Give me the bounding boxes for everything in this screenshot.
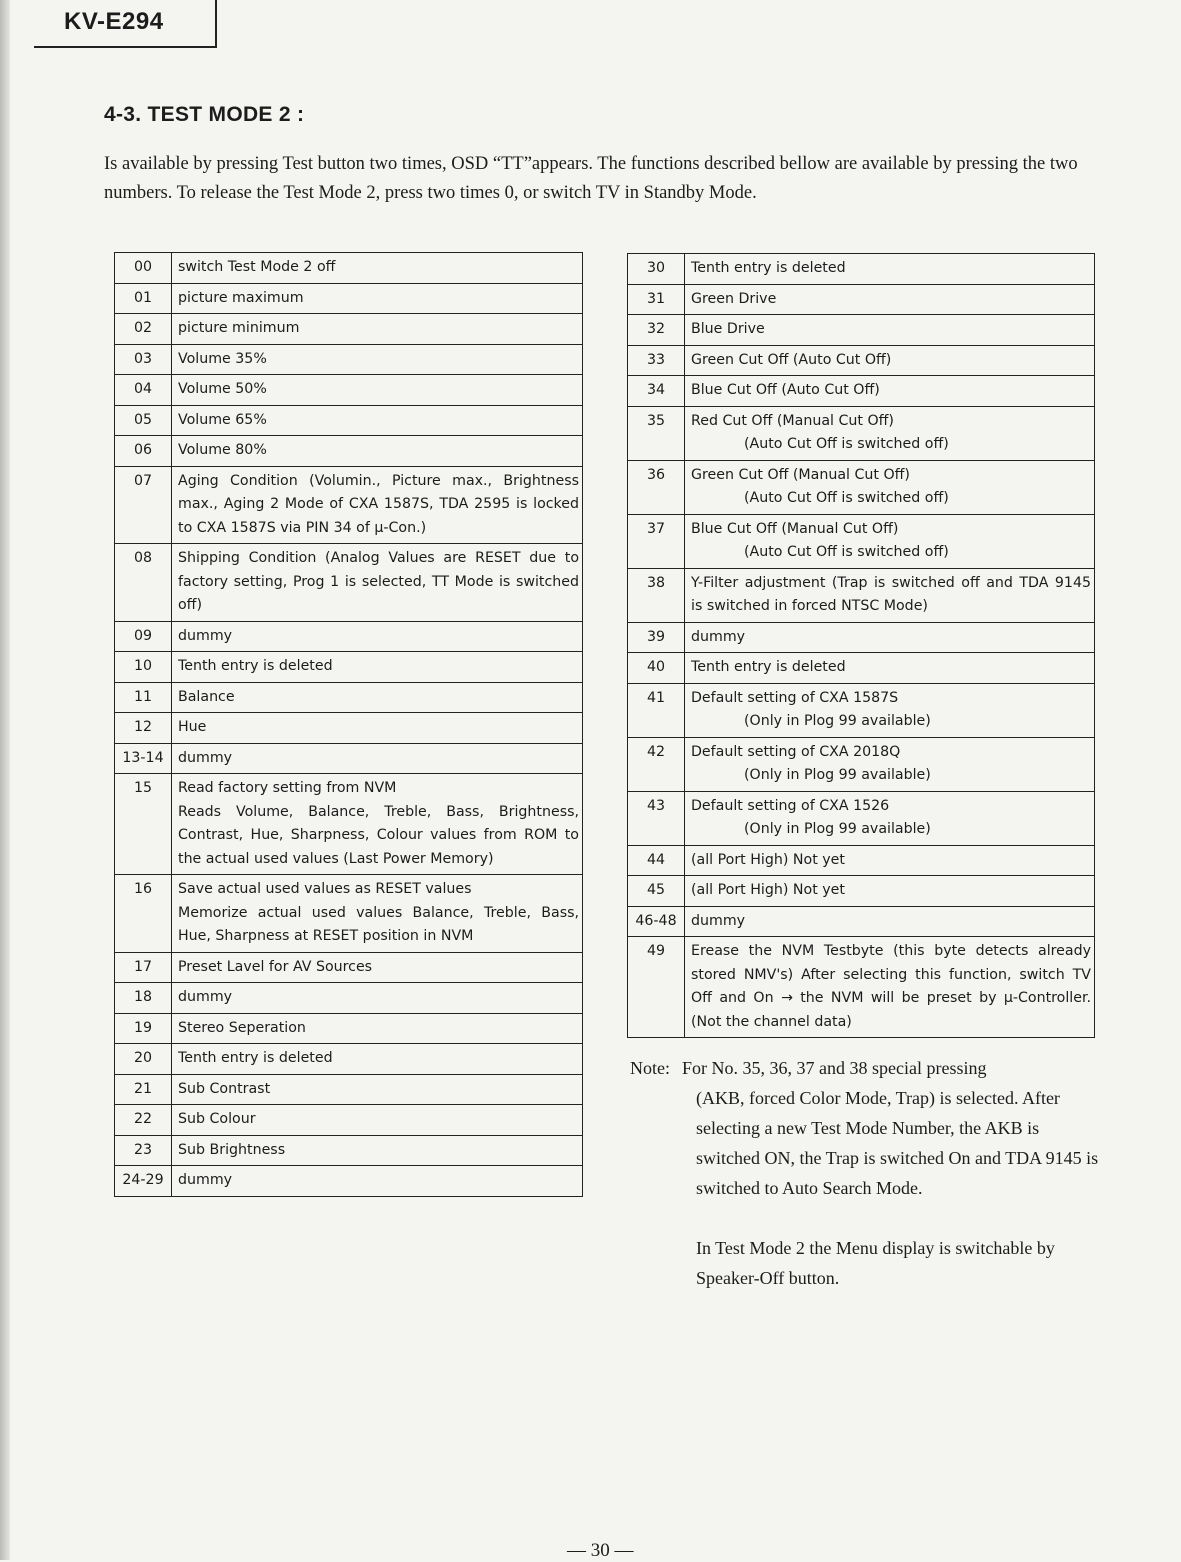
mode-number: 22 [115, 1105, 172, 1136]
mode-description [685, 622, 1095, 653]
description-line: Blue Drive [691, 321, 765, 337]
table-row [628, 622, 1095, 653]
mode-description [685, 653, 1095, 684]
description-line: dummy [691, 628, 746, 645]
mode-description [685, 937, 1095, 1038]
mode-description [172, 652, 583, 683]
mode-description [172, 983, 583, 1014]
mode-number: 20 [115, 1044, 172, 1075]
table-row [628, 284, 1095, 315]
table-row [115, 253, 583, 284]
description-line: Volume 80% [178, 442, 267, 458]
table-row [628, 345, 1095, 376]
table-row [628, 845, 1095, 876]
description-line: Sub Contrast [178, 1080, 271, 1097]
mode-description [685, 876, 1095, 907]
mode-description [172, 774, 583, 875]
description-line: Volume 50% [178, 381, 267, 397]
intro-paragraph: Is available by pressing Test button two times, OSD “TT”appears. The functions described bellow are available by pressing the two numbers. To release the Test Mode 2, press two times 0, or switch TV in Standby Mode. [104, 154, 1078, 203]
mode-number: 46-48 [628, 906, 685, 937]
mode-number: 03 [115, 344, 172, 375]
table-row [115, 344, 583, 375]
mode-number: 00 [115, 253, 172, 284]
description-line: Erease the NVM Testbyte (this byte detects already stored NMV's) After selecting this function, switch TV Off and On → the NVM will be preset by µ-Controller. (Not the channel data) [691, 943, 1091, 1030]
description-line: Blue Cut Off (Auto Cut Off) [691, 382, 880, 398]
table-row [628, 937, 1095, 1038]
description-line: dummy [178, 749, 233, 766]
description-subnote: (Only in Plog 99 available) [744, 767, 931, 783]
description-line: picture maximum [178, 289, 304, 306]
mode-description [172, 375, 583, 406]
table-row [628, 315, 1095, 346]
mode-description [172, 621, 583, 652]
description-line: dummy [691, 912, 746, 929]
mode-description [685, 376, 1095, 407]
description-line: Default setting of CXA 1587S [691, 689, 899, 706]
mode-number: 21 [115, 1074, 172, 1105]
mode-number: 02 [115, 314, 172, 345]
section-heading: 4-3. TEST MODE 2 : [104, 103, 305, 126]
mode-number: 31 [628, 284, 685, 315]
mode-description [172, 1013, 583, 1044]
table-row [115, 1074, 583, 1105]
mode-description [172, 1166, 583, 1197]
mode-number: 05 [115, 405, 172, 436]
mode-description [172, 743, 583, 774]
mode-description [685, 284, 1095, 315]
table-row [115, 1135, 583, 1166]
description-line: Blue Cut Off (Manual Cut Off) [691, 520, 899, 537]
mode-number: 18 [115, 983, 172, 1014]
mode-description [172, 713, 583, 744]
mode-number: 37 [628, 514, 685, 568]
description-line: switch Test Mode 2 off [178, 259, 336, 275]
mode-description [172, 344, 583, 375]
description-line: Tenth entry is deleted [691, 260, 846, 276]
mode-description [172, 405, 583, 436]
table-row [115, 1044, 583, 1075]
mode-description [685, 906, 1095, 937]
table-row [628, 460, 1095, 514]
mode-description [172, 283, 583, 314]
note-paragraph-1-first-line: For No. 35, 36, 37 and 38 special pressing [682, 1058, 987, 1078]
test-mode-table-left [114, 252, 583, 1197]
mode-description [172, 544, 583, 622]
mode-number: 10 [115, 652, 172, 683]
test-mode-table-right [627, 253, 1095, 1038]
table-row [115, 682, 583, 713]
description-line: Tenth entry is deleted [178, 658, 333, 674]
description-line: Stereo Seperation [178, 1019, 306, 1036]
mode-number: 23 [115, 1135, 172, 1166]
description-subnote: (Only in Plog 99 available) [744, 821, 931, 837]
description-line: Balance [178, 688, 235, 705]
model-label: KV-E294 [34, 0, 217, 48]
table-row [115, 652, 583, 683]
description-line: Shipping Condition (Analog Values are RESET due to factory setting, Prog 1 is selected, TT Mode is switched off) [178, 550, 579, 613]
mode-description [172, 1074, 583, 1105]
mode-description [685, 568, 1095, 622]
mode-description [172, 253, 583, 284]
mode-description [685, 737, 1095, 791]
note-label: Note: [630, 1058, 670, 1078]
mode-description [685, 406, 1095, 460]
mode-number: 32 [628, 315, 685, 346]
mode-number: 45 [628, 876, 685, 907]
mode-number: 16 [115, 875, 172, 953]
description-line: (all Port High) Not yet [691, 882, 845, 898]
mode-description [685, 345, 1095, 376]
description-line: Aging Condition (Volumin., Picture max., Brightness max., Aging 2 Mode of CXA 1587S, TDA 2595 is locked to CXA 1587S via PIN 34 of µ-Con.) [178, 472, 579, 536]
table-row [115, 1013, 583, 1044]
table-row [628, 737, 1095, 791]
note-paragraph-1-rest: (AKB, forced Color Mode, Trap) is selected. After selecting a new Test Mode Number, the AKB is switched ON, the Trap is switched On and TDA 9145 is switched to Auto Search Mode. [696, 1088, 1099, 1198]
mode-number: 07 [115, 466, 172, 544]
table-row [115, 1105, 583, 1136]
mode-description [172, 875, 583, 953]
mode-description [685, 791, 1095, 845]
description-line: Preset Lavel for AV Sources [178, 958, 373, 975]
mode-description [685, 460, 1095, 514]
note-paragraph-2: In Test Mode 2 the Menu display is switchable by Speaker-Off button. [696, 1238, 1055, 1288]
mode-number: 41 [628, 683, 685, 737]
table-row [115, 952, 583, 983]
description-subnote: (Auto Cut Off is switched off) [744, 490, 949, 506]
mode-number: 44 [628, 845, 685, 876]
mode-number: 43 [628, 791, 685, 845]
table-row [115, 405, 583, 436]
table-row [628, 568, 1095, 622]
mode-description [685, 254, 1095, 285]
description-line: Default setting of CXA 2018Q [691, 743, 901, 760]
table-row [115, 875, 583, 953]
description-line: Green Cut Off (Auto Cut Off) [691, 351, 892, 368]
description-line: (all Port High) Not yet [691, 851, 845, 868]
table-row [115, 713, 583, 744]
description-line: Sub Colour [178, 1111, 256, 1127]
table-row [115, 375, 583, 406]
description-subnote: (Auto Cut Off is switched off) [744, 544, 949, 560]
description-line: dummy [178, 627, 233, 644]
table-row [628, 406, 1095, 460]
mode-number: 13-14 [115, 743, 172, 774]
table-row [115, 314, 583, 345]
description-line: Reads Volume, Balance, Treble, Bass, Brightness, Contrast, Hue, Sharpness, Colour values from ROM to the actual used values (Last Power Memory) [178, 803, 579, 867]
mode-description [172, 952, 583, 983]
mode-number: 17 [115, 952, 172, 983]
table-row [115, 1166, 583, 1197]
mode-number: 09 [115, 621, 172, 652]
description-line: Save actual used values as RESET values [178, 881, 472, 897]
description-subnote: (Auto Cut Off is switched off) [744, 436, 949, 452]
mode-number: 38 [628, 568, 685, 622]
table-row [628, 906, 1095, 937]
table-row [115, 544, 583, 622]
mode-number: 19 [115, 1013, 172, 1044]
mode-description [172, 436, 583, 467]
description-line: Sub Brightness [178, 1141, 286, 1158]
mode-description [172, 1044, 583, 1075]
description-line: Tenth entry is deleted [178, 1050, 333, 1066]
description-line: dummy [178, 1172, 233, 1188]
description-line: Volume 35% [178, 350, 267, 367]
description-line: Read factory setting from NVM [178, 780, 397, 796]
mode-description [685, 845, 1095, 876]
description-line: Green Cut Off (Manual Cut Off) [691, 466, 910, 483]
note-block [630, 1053, 1100, 1293]
description-line: Hue [178, 719, 207, 735]
table-row [115, 283, 583, 314]
mode-number: 36 [628, 460, 685, 514]
table-row [628, 376, 1095, 407]
mode-number: 24-29 [115, 1166, 172, 1197]
description-line: picture minimum [178, 320, 300, 336]
mode-number: 11 [115, 682, 172, 713]
mode-description [172, 466, 583, 544]
table-row [628, 514, 1095, 568]
description-line: Volume 65% [178, 411, 267, 428]
table-row [115, 774, 583, 875]
mode-description [172, 1135, 583, 1166]
table-row [115, 436, 583, 467]
description-line: dummy [178, 989, 233, 1005]
description-line: Default setting of CXA 1526 [691, 797, 890, 814]
table-row [628, 683, 1095, 737]
description-line: Tenth entry is deleted [691, 659, 846, 675]
table-row [628, 254, 1095, 285]
description-line: Y-Filter adjustment (Trap is switched off and TDA 9145 is switched in forced NTSC Mode) [691, 574, 1091, 614]
mode-number: 33 [628, 345, 685, 376]
mode-number: 34 [628, 376, 685, 407]
mode-number: 08 [115, 544, 172, 622]
mode-description [172, 1105, 583, 1136]
description-subnote: (Only in Plog 99 available) [744, 713, 931, 729]
mode-number: 39 [628, 622, 685, 653]
page-number: — 30 — [567, 1540, 634, 1561]
description-line: Memorize actual used values Balance, Treble, Bass, Hue, Sharpness at RESET position in NVM [178, 904, 579, 944]
mode-number: 12 [115, 713, 172, 744]
mode-number: 01 [115, 283, 172, 314]
table-row [628, 791, 1095, 845]
mode-description [685, 514, 1095, 568]
description-line: Green Drive [691, 290, 777, 307]
mode-number: 15 [115, 774, 172, 875]
mode-number: 42 [628, 737, 685, 791]
table-row [115, 466, 583, 544]
mode-number: 04 [115, 375, 172, 406]
mode-description [685, 315, 1095, 346]
table-row [115, 621, 583, 652]
mode-number: 35 [628, 406, 685, 460]
table-row [115, 743, 583, 774]
table-row [115, 983, 583, 1014]
mode-number: 40 [628, 653, 685, 684]
mode-number: 06 [115, 436, 172, 467]
mode-description [172, 682, 583, 713]
table-row [628, 876, 1095, 907]
note-paragraph-1 [682, 1053, 1100, 1203]
page-edge-shadow [0, 0, 10, 1560]
mode-description [172, 314, 583, 345]
description-line: Red Cut Off (Manual Cut Off) [691, 412, 894, 429]
mode-number: 30 [628, 254, 685, 285]
mode-description [685, 683, 1095, 737]
mode-number: 49 [628, 937, 685, 1038]
table-row [628, 653, 1095, 684]
